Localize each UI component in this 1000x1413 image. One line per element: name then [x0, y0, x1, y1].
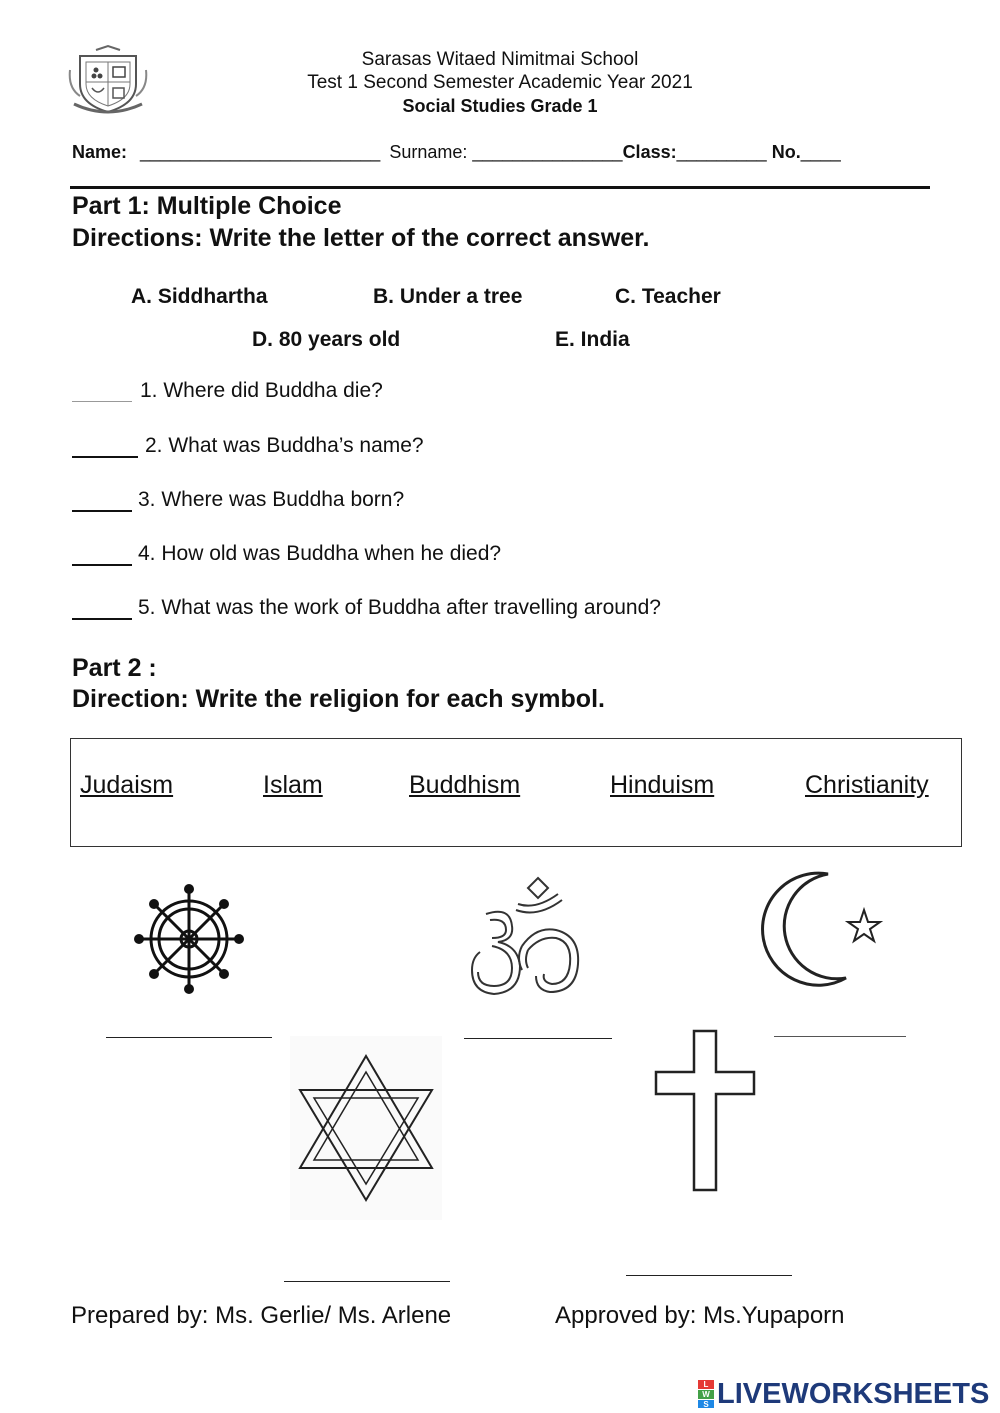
liveworksheets-logo: [698, 1379, 989, 1409]
symbol-answer-blank-5[interactable]: [626, 1275, 792, 1276]
surname-field[interactable]: _______________: [472, 142, 623, 162]
question-5: 5. What was the work of Buddha after travelling around?: [138, 596, 661, 619]
crescent-star-icon: [750, 868, 892, 992]
cross-icon: [652, 1028, 758, 1194]
word-bank-judaism[interactable]: Judaism: [80, 771, 174, 799]
answer-blank-3[interactable]: [72, 510, 132, 512]
word-bank-islam[interactable]: Islam: [263, 771, 323, 799]
liveworksheets-logo-icon: L W S: [698, 1380, 714, 1408]
symbol-answer-blank-4[interactable]: [284, 1281, 450, 1282]
choice-b: B. Under a tree: [373, 285, 523, 308]
om-icon: [466, 874, 586, 1006]
question-2: 2. What was Buddha’s name?: [145, 434, 424, 457]
name-field[interactable]: ________________________: [140, 142, 381, 162]
question-1: 1. Where did Buddha die?: [140, 379, 383, 402]
approved-by: Approved by: Ms.Yupaporn: [555, 1302, 845, 1329]
school-crest-icon: [66, 44, 150, 118]
question-4: 4. How old was Buddha when he died?: [138, 542, 502, 565]
word-bank-christianity[interactable]: Christianity: [805, 771, 929, 799]
answer-blank-1[interactable]: [72, 401, 132, 402]
choice-d: D. 80 years old: [252, 328, 401, 351]
class-field[interactable]: _________: [676, 142, 767, 162]
choice-a: A. Siddhartha: [131, 285, 268, 308]
part2-title: Part 2 :: [72, 654, 157, 682]
number-label: No.: [771, 142, 801, 162]
choice-e: E. India: [555, 328, 630, 351]
word-bank-buddhism[interactable]: Buddhism: [409, 771, 521, 799]
symbol-answer-blank-2[interactable]: [464, 1038, 612, 1039]
class-label: Class:: [622, 142, 677, 162]
answer-blank-2[interactable]: [72, 456, 138, 458]
star-of-david-icon: [290, 1036, 442, 1220]
choice-c: C. Teacher: [615, 285, 721, 308]
symbol-answer-blank-1[interactable]: [106, 1037, 272, 1038]
school-name: Sarasas Witaed Nimitmai School: [361, 49, 639, 70]
surname-label: Surname:: [389, 142, 468, 162]
subject-title: Social Studies Grade 1: [402, 96, 598, 116]
part2-directions: Direction: Write the religion for each symbol.: [72, 685, 605, 713]
answer-blank-4[interactable]: [72, 564, 132, 566]
name-label: Name:: [72, 142, 128, 162]
header-divider: [70, 186, 930, 189]
prepared-by: Prepared by: Ms. Gerlie/ Ms. Arlene: [71, 1302, 452, 1329]
word-bank-hinduism[interactable]: Hinduism: [610, 771, 715, 799]
part1-directions: Directions: Write the letter of the correct answer.: [72, 224, 650, 252]
answer-blank-5[interactable]: [72, 618, 132, 620]
symbol-answer-blank-3[interactable]: [774, 1036, 906, 1037]
part1-title: Part 1: Multiple Choice: [72, 192, 342, 220]
dharma-wheel-icon: [130, 880, 248, 998]
student-info-line: [72, 142, 841, 163]
test-title: Test 1 Second Semester Academic Year 2021: [307, 72, 693, 93]
brand-name: LIVEWORKSHEETS: [717, 1377, 990, 1410]
number-field[interactable]: ____: [800, 142, 841, 162]
question-3: 3. Where was Buddha born?: [138, 488, 405, 511]
